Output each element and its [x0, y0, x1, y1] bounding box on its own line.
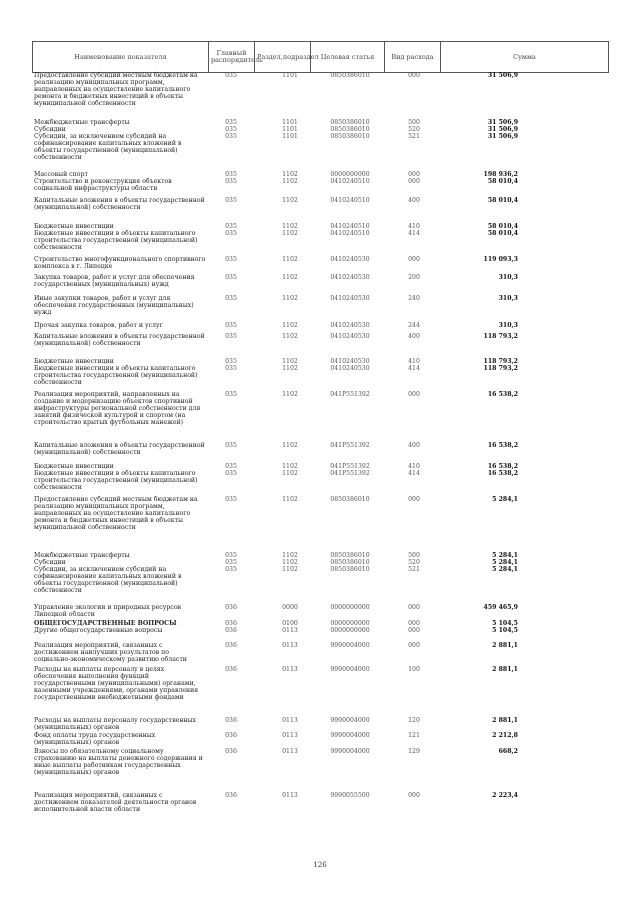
row-target: 0000000000 — [330, 627, 370, 634]
row-target: 0410240530 — [330, 274, 370, 281]
row-section: 1102 — [282, 295, 298, 302]
row-target: 0000000000 — [330, 620, 370, 627]
row-section: 1102 — [282, 322, 298, 329]
row-exp-type: 521 — [408, 133, 420, 140]
row-name: Расходы на выплаты персоналу государственных (муниципальных) органов — [34, 717, 196, 732]
row-exp-type: 000 — [408, 72, 420, 79]
row-target: 0410240510 — [330, 230, 370, 237]
row-exp-type: 000 — [408, 620, 420, 627]
row-section: 1102 — [282, 463, 298, 470]
row-name: Капитальные вложения в объекты государственной (муниципальной) собственности — [34, 197, 205, 212]
row-exp-type: 120 — [408, 717, 420, 724]
row-section: 0113 — [282, 748, 298, 755]
table-header — [32, 41, 609, 73]
row-sum: 459 465,9 — [483, 604, 518, 611]
row-main-admin: 035 — [225, 496, 237, 503]
row-main-admin: 036 — [225, 604, 237, 611]
row-main-admin: 036 — [225, 748, 237, 755]
row-name: Бюджетные инвестиции — [34, 223, 114, 230]
row-target: 0850386010 — [330, 133, 370, 140]
row-name: Иные закупки товаров, работ и услуг для обеспечения государственных (муниципальных) нужд — [34, 295, 194, 317]
row-target: 0410240510 — [330, 197, 370, 204]
row-exp-type: 000 — [408, 256, 420, 263]
row-main-admin: 036 — [225, 732, 237, 739]
row-target: 0000000000 — [330, 604, 370, 611]
row-exp-type: 414 — [408, 365, 420, 372]
row-section: 1102 — [282, 470, 298, 477]
row-target: 041P551392 — [330, 442, 370, 449]
row-target: 9990004000 — [330, 732, 370, 739]
row-name: Массовый спорт — [34, 171, 88, 178]
row-main-admin: 036 — [225, 666, 237, 673]
row-target: 0410240530 — [330, 358, 370, 365]
row-target: 0850386010 — [330, 119, 370, 126]
row-target: 0850386010 — [330, 552, 370, 559]
row-target: 0850386010 — [330, 559, 370, 566]
row-name: Капитальные вложения в объекты государственной (муниципальной) собственности — [34, 333, 205, 348]
row-name: Прочая закупка товаров, работ и услуг — [34, 322, 163, 329]
row-section: 1102 — [282, 496, 298, 503]
row-exp-type: 000 — [408, 171, 420, 178]
row-sum: 2 881,1 — [492, 642, 518, 649]
row-exp-type: 400 — [408, 333, 420, 340]
row-section: 1102 — [282, 391, 298, 398]
row-exp-type: 129 — [408, 748, 420, 755]
row-section: 0113 — [282, 642, 298, 649]
row-name: Межбюджетные трансферты — [34, 119, 130, 126]
row-section: 1101 — [282, 72, 298, 79]
row-section: 1102 — [282, 333, 298, 340]
row-sum: 119 093,3 — [483, 256, 518, 263]
row-main-admin: 035 — [225, 365, 237, 372]
row-exp-type: 200 — [408, 274, 420, 281]
header-sum: Сумма — [441, 42, 609, 73]
row-main-admin: 036 — [225, 620, 237, 627]
row-exp-type: 500 — [408, 552, 420, 559]
row-main-admin: 035 — [225, 197, 237, 204]
row-name: Другие общегосударственные вопросы — [34, 627, 163, 634]
row-sum: 2 881,1 — [492, 717, 518, 724]
row-main-admin: 035 — [225, 322, 237, 329]
header-target: Целевая статья — [311, 42, 385, 73]
row-target: 9990004000 — [330, 717, 370, 724]
row-target: 9990055500 — [330, 792, 370, 799]
header-exp-type: Вид расхода — [385, 42, 441, 73]
row-section: 1102 — [282, 552, 298, 559]
row-target: 9990004000 — [330, 748, 370, 755]
row-target: 0410240510 — [330, 178, 370, 185]
row-target: 041P551392 — [330, 391, 370, 398]
row-sum: 310,3 — [498, 295, 518, 302]
row-exp-type: 000 — [408, 627, 420, 634]
row-sum: 5 104,5 — [492, 620, 518, 627]
row-sum: 198 936,2 — [483, 171, 518, 178]
row-name: Фонд оплаты труда государственных (муниципальных) органов — [34, 732, 156, 747]
row-main-admin: 035 — [225, 470, 237, 477]
row-sum: 31 506,9 — [487, 133, 518, 140]
header-name: Наименование показателя — [33, 42, 209, 73]
row-sum: 16 538,2 — [487, 463, 518, 470]
header-main-admin: Главный распорядитель — [209, 42, 255, 73]
row-name: ОБЩЕГОСУДАРСТВЕННЫЕ ВОПРОСЫ — [34, 620, 177, 627]
row-main-admin: 036 — [225, 627, 237, 634]
row-exp-type: 000 — [408, 178, 420, 185]
row-sum: 2 881,1 — [492, 666, 518, 673]
row-name: Субсидии, за исключением субсидий на софинансирование капитальных вложений в объекты государственной (муниципальной) собственности — [34, 133, 182, 162]
row-target: 0410240530 — [330, 295, 370, 302]
row-name: Управление экологии и природных ресурсов Липецкой области — [34, 604, 182, 619]
row-section: 1102 — [282, 442, 298, 449]
row-name: Межбюджетные трансферты — [34, 552, 130, 559]
row-exp-type: 000 — [408, 604, 420, 611]
row-name: Бюджетные инвестиции в объекты капитального строительства государственной (муниципальной) собственности — [34, 230, 198, 252]
row-name: Бюджетные инвестиции — [34, 358, 114, 365]
row-main-admin: 035 — [225, 463, 237, 470]
row-sum: 58 010,4 — [487, 178, 518, 185]
row-section: 1102 — [282, 178, 298, 185]
row-name: Субсидии — [34, 559, 66, 566]
row-main-admin: 035 — [225, 171, 237, 178]
row-section: 0113 — [282, 792, 298, 799]
row-exp-type: 000 — [408, 391, 420, 398]
row-exp-type: 240 — [408, 295, 420, 302]
row-exp-type: 500 — [408, 119, 420, 126]
row-target: 0850386010 — [330, 72, 370, 79]
row-sum: 118 793,2 — [483, 365, 518, 372]
row-exp-type: 410 — [408, 223, 420, 230]
row-exp-type: 000 — [408, 642, 420, 649]
row-section: 0100 — [282, 620, 298, 627]
row-main-admin: 035 — [225, 442, 237, 449]
row-main-admin: 035 — [225, 274, 237, 281]
row-exp-type: 410 — [408, 463, 420, 470]
row-sum: 118 793,2 — [483, 333, 518, 340]
row-sum: 310,3 — [498, 322, 518, 329]
row-main-admin: 036 — [225, 717, 237, 724]
row-target: 0850386010 — [330, 496, 370, 503]
row-target: 0850386010 — [330, 566, 370, 573]
row-main-admin: 035 — [225, 230, 237, 237]
row-sum: 5 284,1 — [492, 496, 518, 503]
row-section: 1101 — [282, 133, 298, 140]
row-target: 0410240530 — [330, 333, 370, 340]
row-target: 0410240530 — [330, 322, 370, 329]
row-name: Бюджетные инвестиции в объекты капитального строительства государственной (муниципальной) собственности — [34, 470, 198, 492]
row-section: 1102 — [282, 566, 298, 573]
row-name: Субсидии, за исключением субсидий на софинансирование капитальных вложений в объекты государственной (муниципальной) собственности — [34, 566, 182, 595]
row-sum: 31 506,9 — [487, 119, 518, 126]
row-section: 1102 — [282, 365, 298, 372]
row-main-admin: 035 — [225, 72, 237, 79]
row-main-admin: 036 — [225, 642, 237, 649]
row-exp-type: 410 — [408, 358, 420, 365]
row-sum: 2 223,4 — [492, 792, 518, 799]
row-exp-type: 244 — [408, 322, 420, 329]
row-sum: 16 538,2 — [487, 391, 518, 398]
row-main-admin: 036 — [225, 792, 237, 799]
row-target: 0000000000 — [330, 171, 370, 178]
row-main-admin: 035 — [225, 358, 237, 365]
row-main-admin: 035 — [225, 295, 237, 302]
row-main-admin: 035 — [225, 119, 237, 126]
row-sum: 58 010,4 — [487, 223, 518, 230]
row-section: 1102 — [282, 256, 298, 263]
row-section: 1102 — [282, 223, 298, 230]
row-name: Субсидии — [34, 126, 66, 133]
row-section: 0113 — [282, 666, 298, 673]
page-number: 126 — [313, 861, 327, 869]
row-main-admin: 035 — [225, 133, 237, 140]
row-name: Бюджетные инвестиции в объекты капитального строительства государственной (муниципальной) собственности — [34, 365, 198, 387]
row-exp-type: 400 — [408, 442, 420, 449]
row-main-admin: 035 — [225, 566, 237, 573]
row-exp-type: 520 — [408, 126, 420, 133]
row-name: Бюджетные инвестиции — [34, 463, 114, 470]
row-exp-type: 414 — [408, 470, 420, 477]
row-exp-type: 121 — [408, 732, 420, 739]
row-name: Реализация мероприятий, связанных с достижением показателей деятельности органов исполнительной власти области — [34, 792, 197, 814]
row-sum: 5 284,1 — [492, 559, 518, 566]
row-target: 9990004000 — [330, 642, 370, 649]
row-name: Строительство и реконструкция объектов социальной инфраструктуры области — [34, 178, 172, 193]
row-name: Закупка товаров, работ и услуг для обеспечения государственных (муниципальных) нужд — [34, 274, 195, 289]
row-main-admin: 035 — [225, 559, 237, 566]
row-section: 1102 — [282, 274, 298, 281]
row-exp-type: 520 — [408, 559, 420, 566]
row-exp-type: 000 — [408, 496, 420, 503]
row-sum: 5 284,1 — [492, 552, 518, 559]
row-target: 041P551392 — [330, 470, 370, 477]
row-name: Предоставление субсидий местным бюджетам на реализацию муниципальных программ, направленных на осуществление капитального ремонта и бюджетных инвестиций в объекты муниципальной собственности — [34, 496, 198, 532]
row-name: Капитальные вложения в объекты государственной (муниципальной) собственности — [34, 442, 205, 457]
row-target: 041P551392 — [330, 463, 370, 470]
row-section: 1102 — [282, 197, 298, 204]
row-sum: 31 506,9 — [487, 126, 518, 133]
row-exp-type: 521 — [408, 566, 420, 573]
row-main-admin: 035 — [225, 223, 237, 230]
row-name: Реализация мероприятий, направленных на создание и модернизацию объектов спортивной инфраструктуры региональной собственности для занятий физической культурой и спортом (на строительство крытых футбольных манежей) — [34, 391, 201, 427]
row-section: 0113 — [282, 732, 298, 739]
row-exp-type: 400 — [408, 197, 420, 204]
row-section: 1101 — [282, 119, 298, 126]
row-sum: 5 284,1 — [492, 566, 518, 573]
row-section: 1102 — [282, 230, 298, 237]
row-section: 1102 — [282, 559, 298, 566]
row-main-admin: 035 — [225, 256, 237, 263]
row-sum: 668,2 — [498, 748, 518, 755]
row-main-admin: 035 — [225, 333, 237, 340]
row-target: 9990004000 — [330, 666, 370, 673]
row-main-admin: 035 — [225, 391, 237, 398]
header-section: Раздел,подраздел — [255, 42, 311, 73]
row-sum: 2 212,8 — [492, 732, 518, 739]
row-section: 1102 — [282, 171, 298, 178]
row-target: 0410240510 — [330, 223, 370, 230]
row-section: 0113 — [282, 627, 298, 634]
row-section: 1102 — [282, 358, 298, 365]
row-sum: 58 010,4 — [487, 230, 518, 237]
row-sum: 31 506,9 — [487, 72, 518, 79]
row-name: Реализация мероприятий, связанных с достижением наилучших результатов по социально-экономическому развитию области — [34, 642, 187, 664]
row-sum: 16 538,2 — [487, 470, 518, 477]
row-exp-type: 414 — [408, 230, 420, 237]
row-sum: 310,3 — [498, 274, 518, 281]
row-sum: 5 104,5 — [492, 627, 518, 634]
row-name: Расходы на выплаты персоналу в целях обеспечения выполнения функций государственными (муниципальными) органами, казенными учреждениями, органами управления государственными внебюджетными фондами — [34, 666, 199, 702]
row-target: 0410240530 — [330, 365, 370, 372]
row-main-admin: 035 — [225, 178, 237, 185]
row-section: 0113 — [282, 717, 298, 724]
row-sum: 118 793,2 — [483, 358, 518, 365]
row-main-admin: 035 — [225, 552, 237, 559]
row-target: 0850386010 — [330, 126, 370, 133]
row-name: Взносы по обязательному социальному страхованию на выплаты денежного содержания и иные выплаты работникам государственных (муниципальных) органов — [34, 748, 203, 777]
row-name: Строительство многофункционального спортивного комплекса в г. Липецке — [34, 256, 206, 271]
row-exp-type: 000 — [408, 792, 420, 799]
row-section: 1101 — [282, 126, 298, 133]
row-section: 0000 — [282, 604, 298, 611]
row-sum: 16 538,2 — [487, 442, 518, 449]
row-sum: 58 010,4 — [487, 197, 518, 204]
row-exp-type: 100 — [408, 666, 420, 673]
row-target: 0410240530 — [330, 256, 370, 263]
row-name: Предоставление субсидий местным бюджетам на реализацию муниципальных программ, направленных на осуществление капитального ремонта и бюджетных инвестиций в объекты муниципальной собственности — [34, 72, 198, 108]
row-main-admin: 035 — [225, 126, 237, 133]
